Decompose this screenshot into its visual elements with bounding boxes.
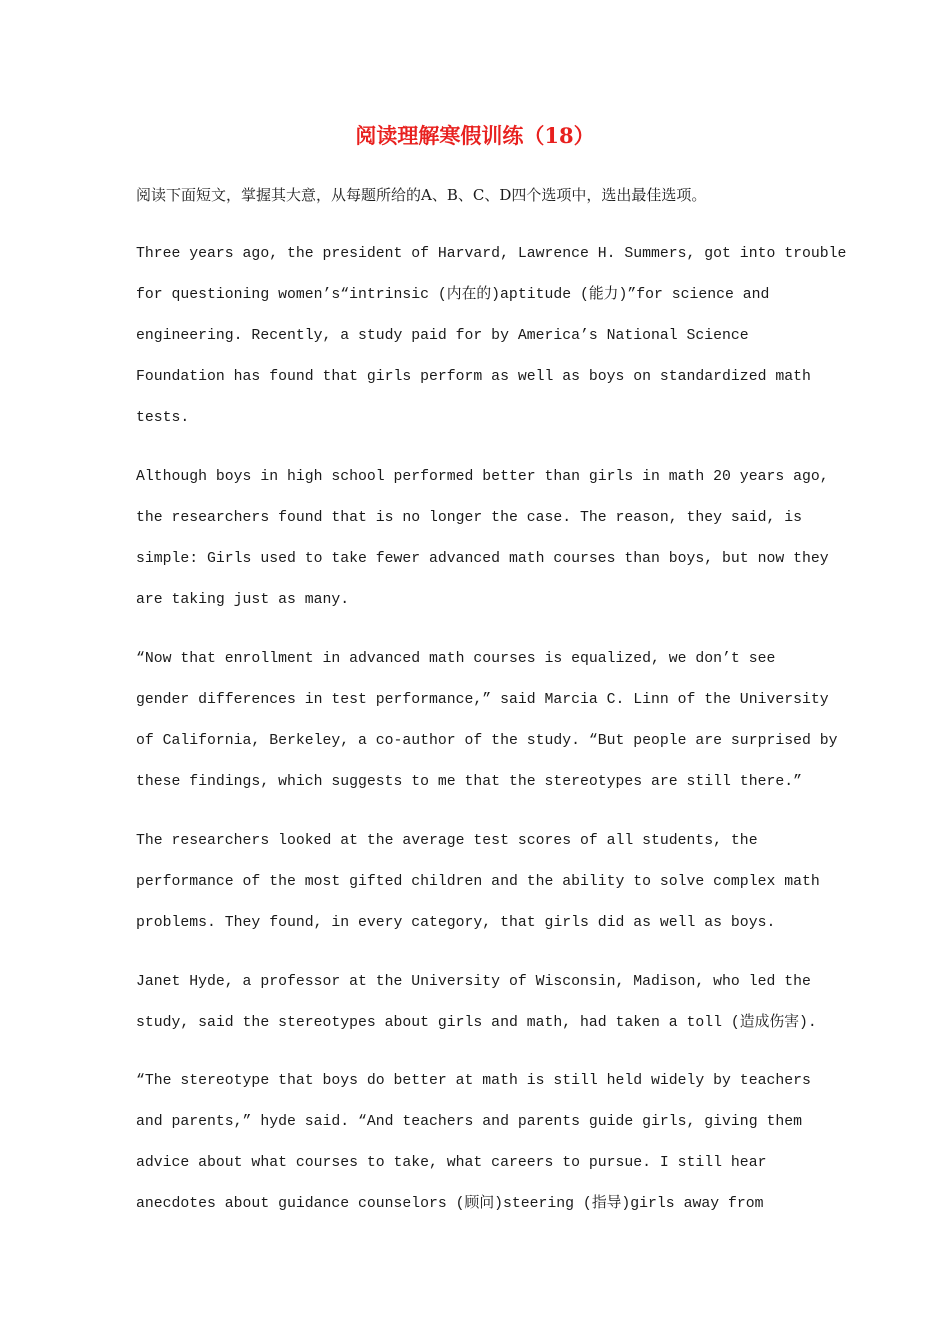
paragraph-5-line: Janet Hyde, a professor at the University of Wisconsin, Madison, who led the <box>136 974 811 990</box>
paragraph-1-line: Three years ago, the president of Harvard, Lawrence H. Summers, got into trouble <box>136 246 847 262</box>
instruction-text: 阅读下面短文，掌握其大意，从每题所给的A、B、C、D四个选项中，选出最佳选项。 <box>136 186 707 204</box>
paragraph-1-line: for questioning women’s“intrinsic (内在的)aptitude (能力)”for science and <box>136 287 770 303</box>
paragraph-6-line: advice about what courses to take, what careers to pursue. I still hear <box>136 1155 767 1171</box>
paragraph-3-line: “Now that enrollment in advanced math courses is equalized, we don’t see <box>136 651 776 667</box>
paragraph-1-line: Foundation has found that girls perform as well as boys on standardized math <box>136 369 811 385</box>
paragraph-4-line: The researchers looked at the average test scores of all students, the <box>136 833 758 849</box>
paragraph-2-line: the researchers found that is no longer the case. The reason, they said, is <box>136 510 802 526</box>
paragraph-2-line: simple: Girls used to take fewer advanced math courses than boys, but now they <box>136 551 829 567</box>
paragraph-3-line: of California, Berkeley, a co-author of the study. “But people are surprised by <box>136 733 838 749</box>
paragraph-6-line: “The stereotype that boys do better at math is still held widely by teachers <box>136 1073 811 1089</box>
page-title: 阅读理解寒假训练（18） <box>355 123 595 148</box>
paragraph-4-line: performance of the most gifted children and the ability to solve complex math <box>136 874 820 890</box>
paragraph-6-line: and parents,” hyde said. “And teachers and parents guide girls, giving them <box>136 1114 802 1130</box>
paragraph-3-line: these findings, which suggests to me that the stereotypes are still there.” <box>136 774 802 790</box>
paragraph-5-line: study, said the stereotypes about girls and math, had taken a toll (造成伤害). <box>136 1015 817 1031</box>
paragraph-2-line: Although boys in high school performed better than girls in math 20 years ago, <box>136 469 829 485</box>
paragraph-3-line: gender differences in test performance,” said Marcia C. Linn of the University <box>136 692 829 708</box>
paragraph-1-line: engineering. Recently, a study paid for by America’s National Science <box>136 328 749 344</box>
paragraph-6-line: anecdotes about guidance counselors (顾问)steering (指导)girls away from <box>136 1196 764 1212</box>
paragraph-4-line: problems. They found, in every category, that girls did as well as boys. <box>136 915 776 931</box>
paragraph-2-line: are taking just as many. <box>136 592 350 608</box>
paragraph-1-line: tests. <box>136 410 190 426</box>
